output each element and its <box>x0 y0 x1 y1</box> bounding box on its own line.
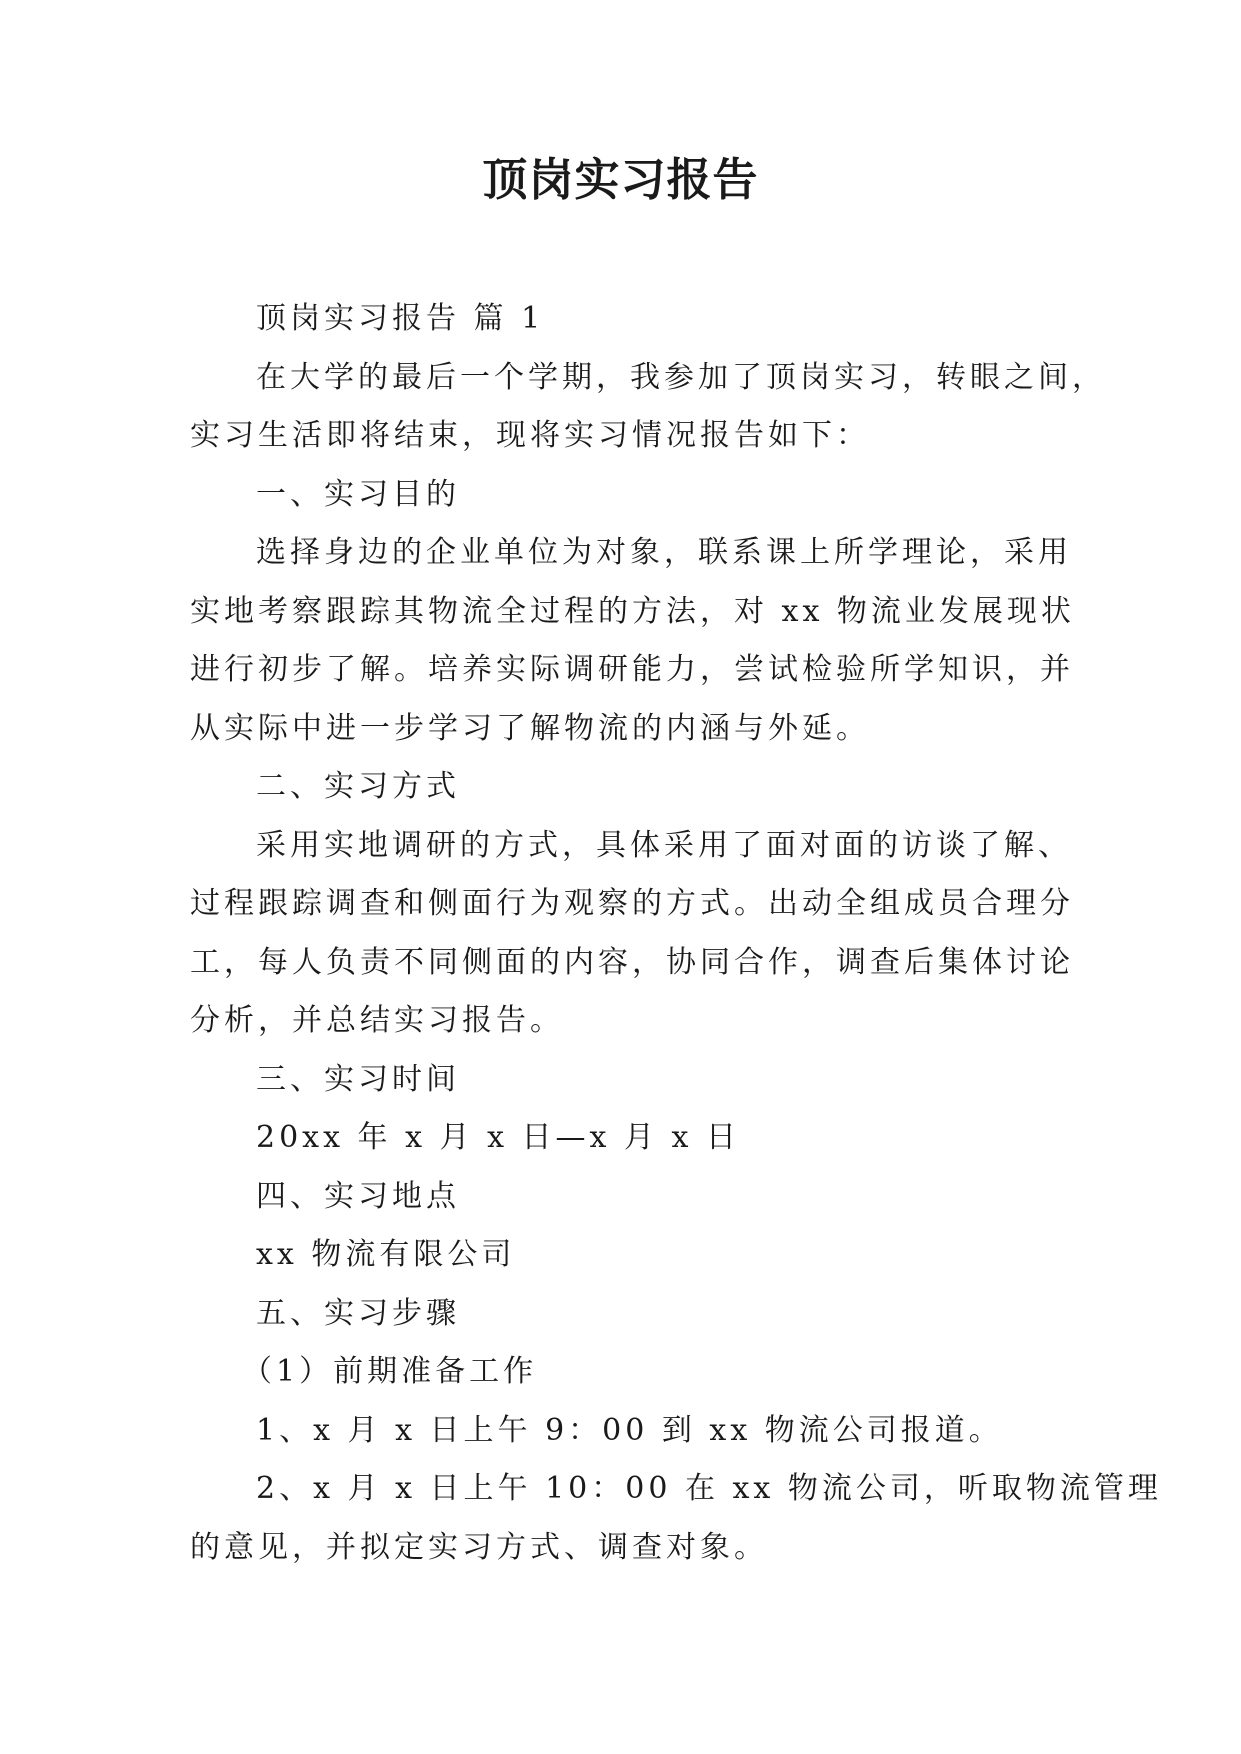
paragraph-line: 采用实地调研的方式，具体采用了面对面的访谈了解、 <box>256 827 1072 863</box>
paragraph-line: 实习生活即将结束，现将实习情况报告如下： <box>190 418 870 453</box>
section-heading: 一、实习目的 <box>256 476 460 512</box>
section-heading: 五、实习步骤 <box>256 1295 460 1331</box>
section-heading: 顶岗实习报告 篇 1 <box>256 301 545 336</box>
paragraph-line: 进行初步了解。培养实际调研能力，尝试检验所学知识，并 <box>190 652 1074 687</box>
paragraph-line: 过程跟踪调查和侧面行为观察的方式。出动全组成员合理分 <box>190 886 1074 921</box>
document-title: 顶岗实习报告 <box>482 153 759 206</box>
paragraph-line: 实地考察跟踪其物流全过程的方法，对 xx 物流业发展现状 <box>190 593 1075 629</box>
section-heading: 三、实习时间 <box>256 1061 460 1097</box>
paragraph-line: 工，每人负责不同侧面的内容，协同合作，调查后集体讨论 <box>190 944 1074 980</box>
paragraph-line: 2、x 月 x 日上午 10：00 在 xx 物流公司，听取物流管理 <box>256 1471 1162 1506</box>
subsection-heading: （1）前期准备工作 <box>242 1354 538 1389</box>
paragraph-line: 选择身边的企业单位为对象，联系课上所学理论，采用 <box>256 535 1072 570</box>
paragraph-line: 分析，并总结实习报告。 <box>190 1003 564 1038</box>
paragraph-line: 的意见，并拟定实习方式、调查对象。 <box>190 1529 768 1565</box>
section-heading: 四、实习地点 <box>256 1178 460 1214</box>
paragraph-line: 在大学的最后一个学期，我参加了顶岗实习，转眼之间， <box>256 359 1106 395</box>
paragraph-line: 1、x 月 x 日上午 9：00 到 xx 物流公司报道。 <box>256 1412 1003 1448</box>
paragraph-line: 20xx 年 x 月 x 日—x 月 x 日 <box>256 1120 740 1155</box>
paragraph-line: xx 物流有限公司 <box>256 1237 516 1272</box>
paragraph-line: 从实际中进一步学习了解物流的内涵与外延。 <box>190 710 870 746</box>
section-heading: 二、实习方式 <box>256 769 460 804</box>
document-body <box>190 290 1162 1577</box>
